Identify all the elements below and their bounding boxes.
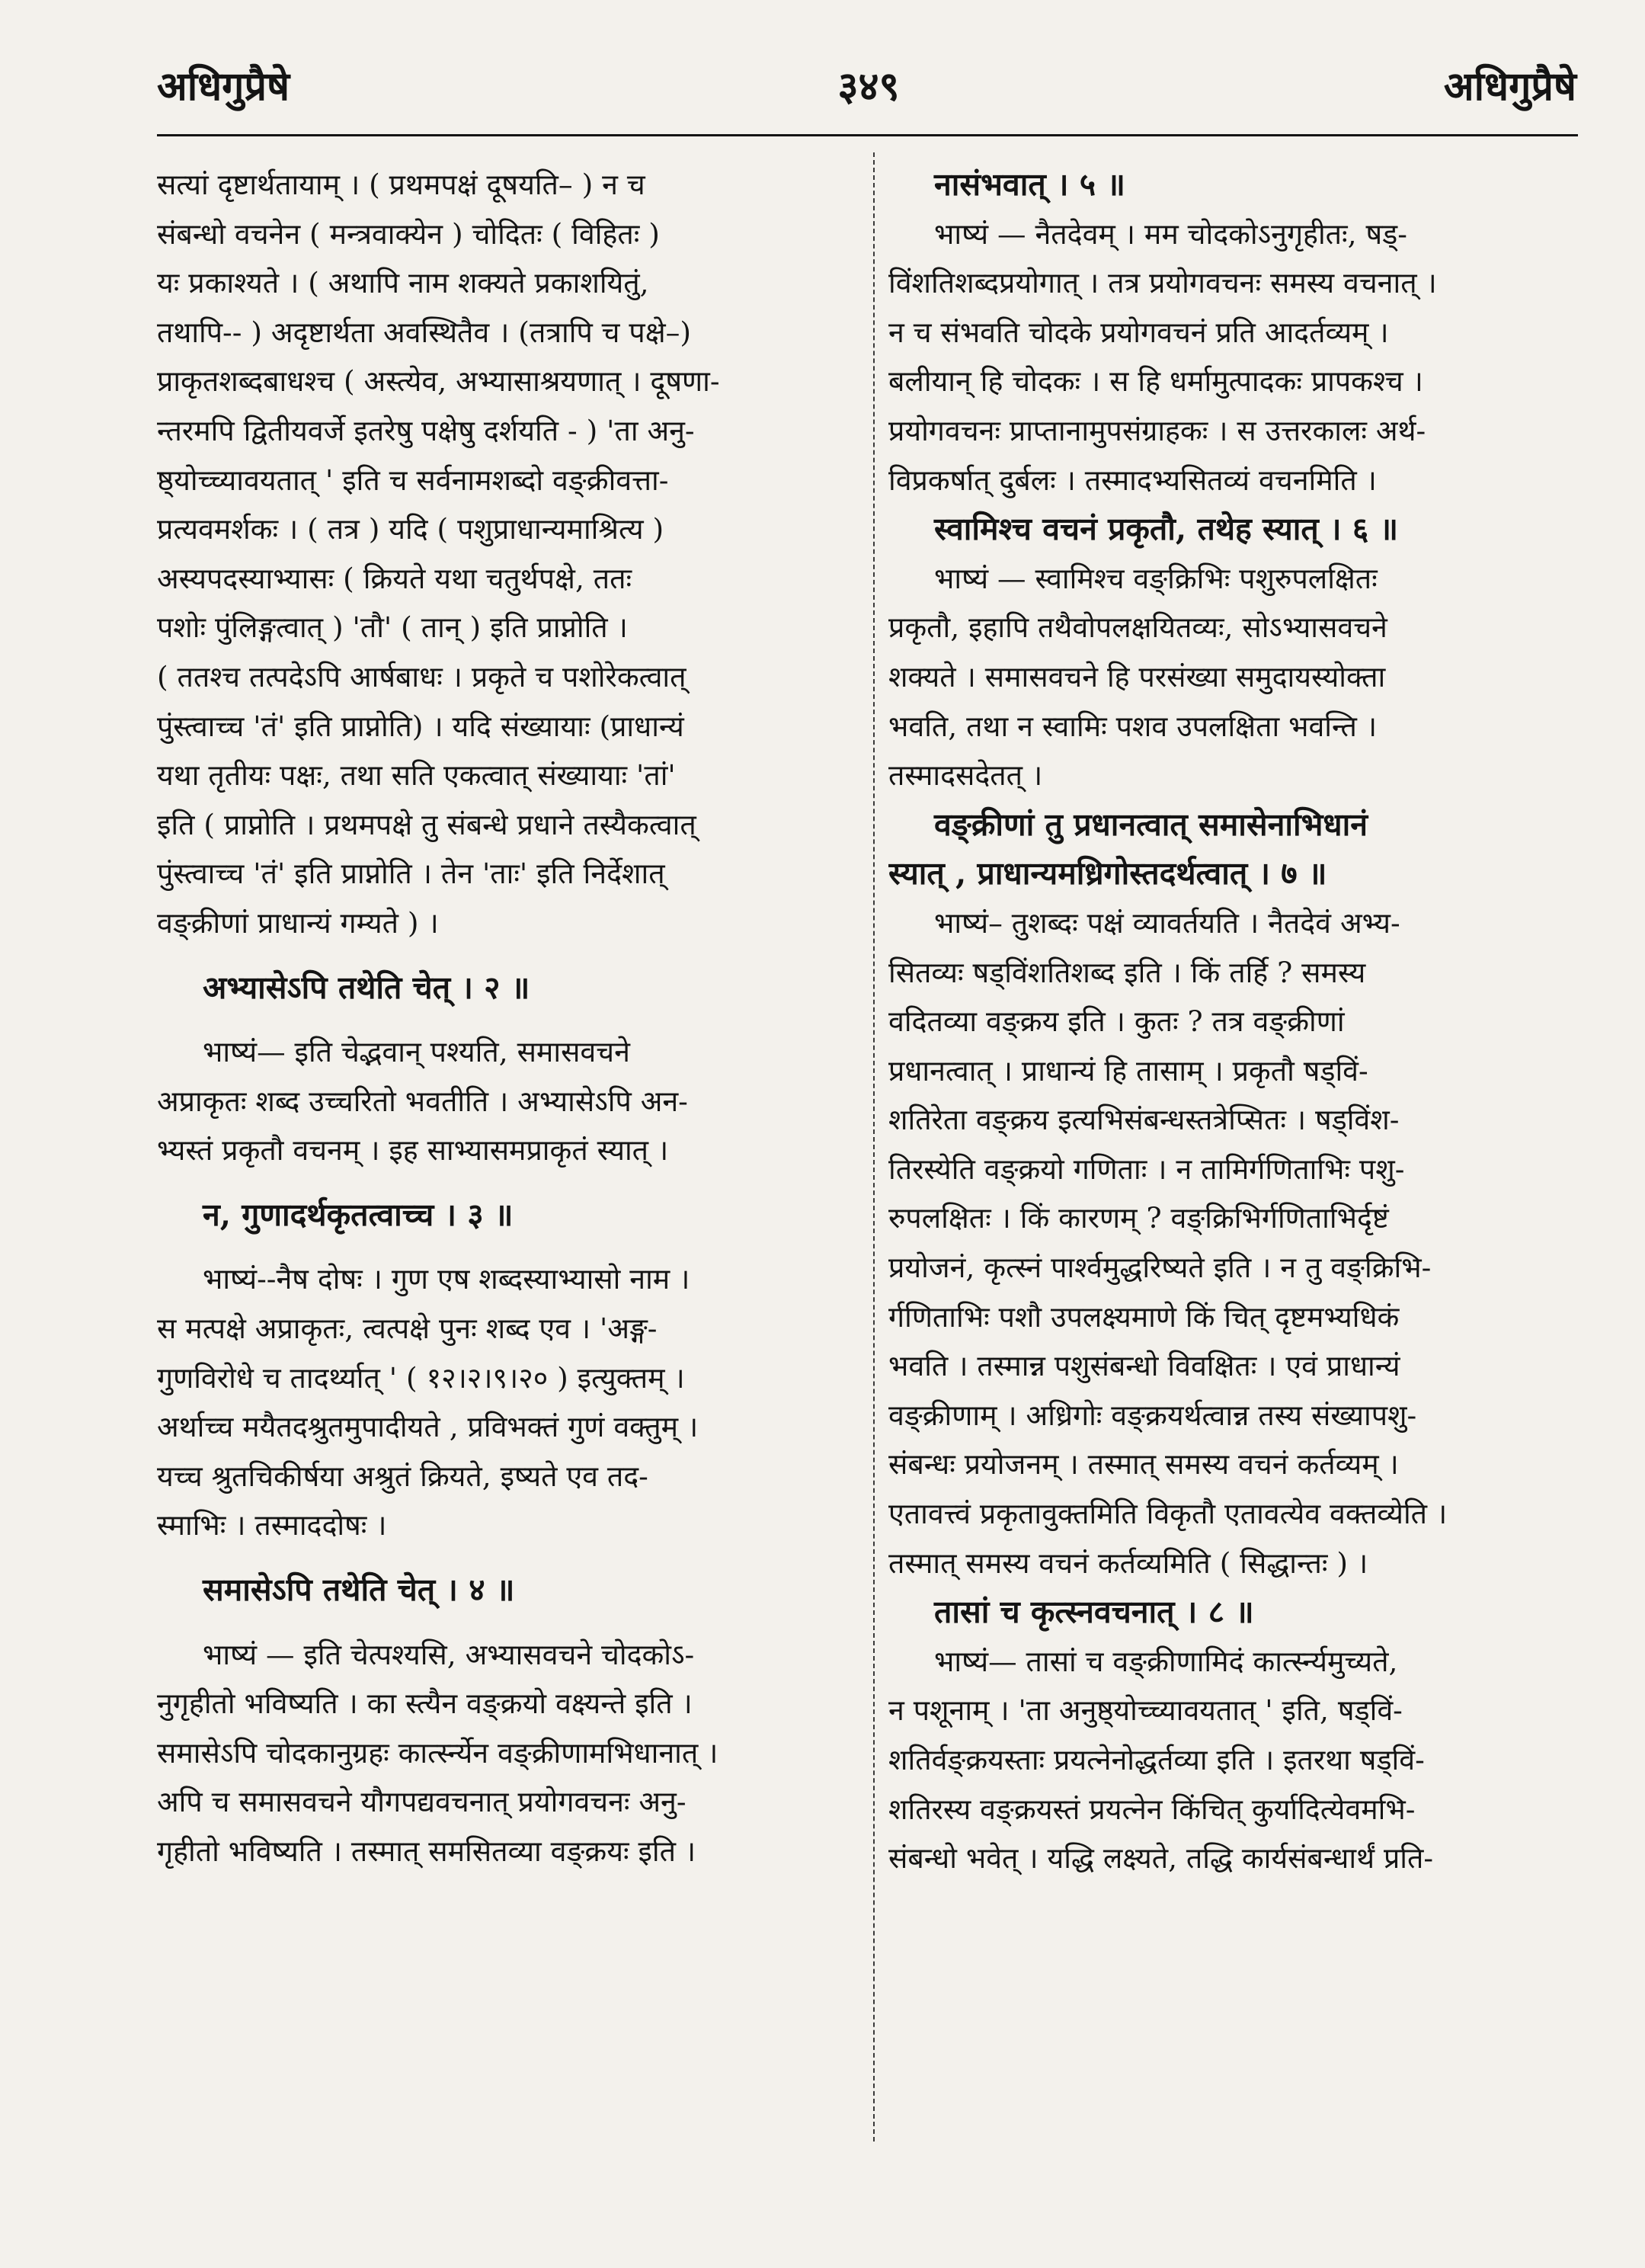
text-line: अपि च समासवचने यौगपद्यवचनात् प्रयोगवचनः अनु-	[157, 1785, 686, 1819]
text-line: पशोः पुंलिङ्गत्वात् ) 'तौ' ( तान् ) इति प्राप्नोति ।	[157, 610, 628, 645]
bhashya-line: भाष्यं — स्वामिश्च वङ्क्रिभिः पशुरुपलक्षितः	[934, 561, 1378, 595]
text-line: प्राकृतशब्दबाधश्च ( अस्त्येव, अभ्यासाश्रयणात् । दूषणा-	[157, 364, 720, 399]
text-line: बलीयान् हि चोदकः । स हि धर्मामुत्पादकः प्रापकश्च ।	[888, 364, 1423, 399]
spacer	[157, 1615, 858, 1630]
text-line: शतिरेता वङ्क्रय इत्यभिसंबन्धस्तत्रेप्सितः । षड्विंश-	[888, 1103, 1400, 1137]
left-text-column	[157, 160, 858, 1876]
sutra-heading: नासंभवात् । ५ ॥	[934, 166, 1125, 203]
text-line: इति ( प्राप्नोति । प्रथमपक्षे तु संबन्धे प्रधाने तस्यैकत्वात्	[157, 807, 696, 841]
text-line: पुंस्त्वाच्च 'तं' इति प्राप्नोति) । यदि संख्यायाः (प्राधान्यं	[157, 709, 684, 743]
text-line: वङ्क्रीणां प्राधान्यं गम्यते ) ।	[157, 905, 439, 940]
text-line: भ्यस्तं प्रकृतौ वचनम् । इह साभ्यासमप्राकृतं स्यात् ।	[157, 1133, 669, 1168]
text-line: तिरस्येति वङ्क्रयो गणिताः । न तामिर्गणिताभिः पशु-	[888, 1152, 1405, 1186]
header-rule	[157, 134, 1578, 136]
text-line: यथा तृतीयः पक्षः, तथा सति एकत्वात् संख्यायाः 'तां'	[157, 758, 676, 793]
text-line: प्रयोगवचनः प्राप्तानामुपसंग्राहकः । स उत्तरकालः अर्थ-	[888, 413, 1426, 447]
text-line: अर्थाच्च मयैतदश्रुतमुपादीयते , प्रविभक्तं गुणं वक्तुम् ।	[157, 1410, 699, 1444]
running-head-right: अधिगुप्रैषे	[1443, 63, 1576, 110]
text-line: यः प्रकाश्यते । ( अथापि नाम शक्यते प्रकाशयितुं,	[157, 266, 649, 300]
bhashya-line: भाष्यं--नैष दोषः । गुण एष शब्दस्याभ्यासो नाम ।	[203, 1262, 690, 1296]
text-line: तस्मात् समस्य वचनं कर्तव्यमिति ( सिद्धान्तः ) ।	[888, 1546, 1368, 1580]
text-line: प्रयोजनं, कृत्स्नं पार्श्वमुद्धरिष्यते इति । न तु वङ्क्रिभि-	[888, 1251, 1432, 1285]
text-line: तस्मादसदेतत् ।	[888, 758, 1043, 793]
text-line: वङ्क्रीणाम् । अध्रिगोः वङ्क्रयर्थत्वान्न तस्य संख्यापशु-	[888, 1398, 1417, 1432]
text-line: गृहीतो भविष्यति । तस्मात् समसितव्या वङ्क्रयः इति ।	[157, 1834, 696, 1868]
text-line: प्रकृतौ, इहापि तथैवोपलक्षयितव्यः, सोऽभ्यासवचने	[888, 610, 1387, 645]
spacer	[157, 1550, 858, 1565]
sutra-heading: वङ्क्रीणां तु प्रधानत्वात् समासेनाभिधानं	[934, 806, 1368, 843]
text-line: शतिर्वङ्क्रयस्ताः प्रयत्नेनोद्धर्तव्या इति । इतरथा षड्विं-	[888, 1743, 1425, 1776]
text-line: सितव्यः षड्विंशतिशब्द इति । किं तर्हि ? समस्य	[888, 955, 1366, 989]
sutra-heading: अभ्यासेऽपि तथेति चेत् । २ ॥	[203, 969, 530, 1006]
text-line: शतिरस्य वङ्क्रयस्तं प्रयत्नेन किंचित् कुर्यादित्येवमभि-	[888, 1792, 1416, 1826]
text-line: तथापि-- ) अदृष्टार्थता अवस्थितैव । (तत्रापि च पक्षे–)	[157, 315, 691, 349]
right-text-column	[888, 160, 1577, 1883]
text-line: प्रधानत्वात् । प्राधान्यं हि तासाम् । प्रकृतौ षड्विं-	[888, 1053, 1368, 1088]
spacer	[157, 948, 858, 963]
text-line: विंशतिशब्दप्रयोगात् । तत्र प्रयोगवचनः समस्य वचनात् ।	[888, 266, 1437, 300]
spacer	[157, 1239, 858, 1254]
bhashya-line: भाष्यं— तासां च वङ्क्रीणामिदं कार्त्स्न्यमुच्यते,	[934, 1644, 1398, 1678]
running-head-left: अधिगुप्रैषे	[157, 63, 290, 110]
text-line: रुपलक्षितः । किं कारणम् ? वङ्क्रिभिर्गणिताभिर्दृष्टं	[888, 1201, 1389, 1235]
text-line: यच्च श्रुतचिकीर्षया अश्रुतं क्रियते, इष्यते एव तद-	[157, 1459, 648, 1493]
text-line: नुगृहीतो भविष्यति । का स्त्यैन वङ्क्रयो वक्ष्यन्ते इति ।	[157, 1687, 693, 1721]
sutra-heading: तासां च कृत्स्नवचनात् । ८ ॥	[934, 1594, 1254, 1631]
text-line: न्तरमपि द्वितीयवर्जे इतरेषु पक्षेषु दर्शयति - ) 'ता अनु-	[157, 413, 695, 447]
text-line: ( ततश्च तत्पदेऽपि आर्षबाधः । प्रकृते च पशोरेकत्वात्	[157, 659, 686, 694]
text-line: संबन्धः प्रयोजनम् । तस्मात् समस्य वचनं कर्तव्यम् ।	[888, 1447, 1399, 1482]
text-line: अस्यपदस्याभ्यासः ( क्रियते यथा चतुर्थपक्षे, ततः	[157, 561, 632, 595]
text-line: शक्यते । समासवचने हि परसंख्या समुदायस्योक्ता	[888, 659, 1386, 694]
bhashya-line: भाष्यं— इति चेद्भवान् पश्यति, समासवचने	[203, 1035, 630, 1069]
bhashya-line: भाष्यं– तुशब्दः पक्षं व्यावर्तयति । नैतदेवं अभ्य-	[934, 905, 1400, 940]
text-line: भवति, तथा न स्वामिः पशव उपलक्षिता भवन्ति ।	[888, 709, 1378, 743]
page-number: ३४९	[837, 63, 900, 110]
text-line: सत्यां दृष्टार्थतायाम् । ( प्रथमपक्षं दूषयति– ) न च	[157, 168, 645, 201]
text-line: अप्राकृतः शब्द उच्चरितो भवतीति । अभ्यासेऽपि अन-	[157, 1084, 688, 1118]
text-line: संबन्धो भवेत् । यद्धि लक्ष्यते, तद्धि कार्यसंबन्धार्थं प्रति-	[888, 1841, 1434, 1876]
text-line: विप्रकर्षात् दुर्बलः । तस्मादभ्यसितव्यं वचनमिति ।	[888, 463, 1377, 497]
text-line: स मत्पक्षे अप्राकृतः, त्वत्पक्षे पुनः शब्द एव । 'अङ्ग-	[157, 1312, 658, 1346]
text-line: पुंस्त्वाच्च 'तं' इति प्राप्नोति । तेन 'ताः' इति निर्देशात्	[157, 857, 665, 891]
text-line: प्रत्यवमर्शकः । ( तत्र ) यदि ( पशुप्राधान्यमाश्रित्य )	[157, 512, 664, 546]
text-line: स्माभिः । तस्माददोषः ।	[157, 1508, 387, 1542]
text-line: भवति । तस्मान्न पशुसंबन्धो विवक्षितः । एवं प्राधान्यं	[888, 1349, 1400, 1383]
bhashya-line: भाष्यं — इति चेत्पश्यसि, अभ्यासवचने चोदकोऽ-	[203, 1637, 695, 1671]
text-line: ष्ठ्योच्च्यावयतात् ' इति च सर्वनामशब्दो वङ्क्रीवत्ता-	[157, 463, 669, 497]
text-line: र्गणिताभिः पशौ उपलक्ष्यमाणे किं चित् दृष्टमभ्यधिकं	[888, 1299, 1400, 1334]
text-line: वदितव्या वङ्क्रय इति । कुतः ? तत्र वङ्क्रीणां	[888, 1004, 1345, 1039]
spacer	[157, 1175, 858, 1190]
column-divider	[873, 152, 875, 2141]
sutra-heading: स्यात् , प्राधान्यमध्रिगोस्तदर्थत्वात् । ७ ॥	[888, 855, 1327, 892]
text-line: न च संभवति चोदके प्रयोगवचनं प्रति आदर्तव्यम् ।	[888, 315, 1389, 349]
text-line: गुणविरोधे च तादर्थ्यात् ' ( १२।२।९।२० ) इत्युक्तम् ।	[157, 1360, 685, 1395]
text-line: एतावत्त्वं प्रकृतावुक्तमिति विकृतौ एतावत्येव वक्तव्येति ।	[888, 1497, 1448, 1531]
text-line: न पशूनाम् । 'ता अनुष्ठ्योच्च्यावयतात् ' इति, षड्विं-	[888, 1693, 1403, 1728]
sutra-heading: न, गुणादर्थकृतत्वाच्च । ३ ॥	[203, 1196, 514, 1233]
sutra-heading: स्वामिश्च वचनं प्रकृतौ, तथेह स्यात् । ६ ॥	[934, 511, 1399, 548]
text-line: समासेऽपि चोदकानुग्रहः कार्त्स्न्येन वङ्क्रीणामभिधानात् ।	[157, 1735, 718, 1770]
text-line: संबन्धो वचनेन ( मन्त्रवाक्येन ) चोदितः ( विहितः )	[157, 216, 660, 251]
spacer	[157, 1012, 858, 1027]
sutra-heading: समासेऽपि तथेति चेत् । ४ ॥	[203, 1571, 515, 1609]
bhashya-line: भाष्यं — नैतदेवम् । मम चोदकोऽनुगृहीतः, षड्-	[934, 216, 1407, 251]
